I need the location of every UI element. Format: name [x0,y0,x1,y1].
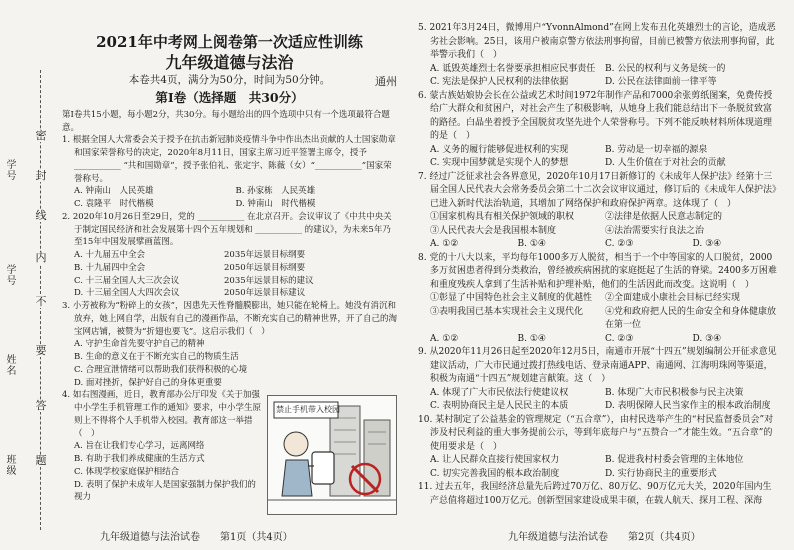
statement-3: ③表明我国已基本实现社会主义现代化 [430,306,584,317]
option-c[interactable]: C. 实现中国梦就是实现个人的梦想 [430,158,569,168]
margin-mark-6: 答 [35,399,47,412]
option-b[interactable]: B. 公民的权利与义务是统一的 [605,63,726,74]
question-text: 党的十八大以来，平均每年1000多万人脱贫，相当于一个中等国家的人口脱贫，2000多万贫困患者得到分类救治，曾经被疾病困扰的家庭挺起了生活的脊梁。2400多万困难和重度残疾人拿到了生活补贴和护理补贴，他们的生活因此而改变。这说明（ ） [429,252,777,290]
option-c[interactable]: C. 体现学校家庭保护相结合 [74,466,180,477]
question-text: 根据全国人大常委会关于授予在抗击新冠肺炎疫情斗争中作出杰出贡献的人士国家勋章和国家荣誉称号的决定，2020年8月11日，国家主席习近平签署主席令，授予 ___________ “共和国勋章”，授予张伯礼、张定宇、陈薇（女）“___________”国家荣誉称号。 [72,135,396,184]
exam-note: 本卷共4页，满分为50分，时间为50分钟。 [128,74,331,86]
section-instruction: 第Ⅰ卷共15小题，每小题2分，共30分。每小题给出的四个选项中只有一个选项最符合题意。 [62,109,390,133]
page-footer-right: 九年级道德与法治试卷 第2页（共4页） [508,532,701,543]
question-text: 2020年10月26日至29日，党的 ___________ 在北京召开。会议审议了《中共中央关于制定国民经济和社会发展第十四个五年规划和 ___________ 的建议》，为未来5年乃至15年中国发展擘画蓝图。 [72,211,392,248]
binding-margin [0,0,62,550]
option-a[interactable]: A. 钟南山 人民英雄 [74,186,154,197]
option-b[interactable]: B. 孙家栋 人民英雄 [235,186,316,197]
question-11 [418,481,780,508]
left-column [62,16,397,515]
page-footer-left: 九年级道德与法治试卷 第1页（共4页） [100,532,293,543]
option-d[interactable]: D. 十三届全国人大四次会议 [74,288,180,299]
margin-stub-3: 班级 [6,455,17,477]
option-c[interactable]: C. 切实完善我国的根本政治制度 [430,468,560,479]
margin-stub-0: 学号 [6,160,17,182]
margin-mark-4: 不 [35,295,47,308]
question-text: 经过广泛征求社会各界意见，2020年10月17日新修订的《未成年人保护法》经第十三届全国人民代表大会常务委员会第二十二次会议审议通过，修订后的《未成年人保护法》已进入新时代法治轨道，其增加了网络保护和政府保护两章。这体现了（ ） [429,171,777,209]
statement-4: ④法治需要实行良法之治 [605,225,705,236]
section-heading: 第Ⅰ卷（选择题 共30分） [155,89,304,105]
right-column [418,22,780,508]
statement-2: ②全面建成小康社会目标已经实现 [605,293,741,303]
margin-mark-2: 线 [35,209,47,222]
margin-mark-5: 要 [35,344,47,357]
margin-mark-0: 密 [35,129,47,142]
option-b[interactable]: B. 生命的意义在于不断充实自己的物质生活 [74,352,239,362]
question-number: 1. [62,135,71,146]
question-number: 9. [418,347,427,357]
question-number: 6. [418,90,427,101]
exam-place: 通州 [375,75,397,88]
option-d[interactable]: D. 表明保障人民当家作主的根本政治制度 [605,401,771,411]
cartoon-caption: 禁止手机带入校园 [276,405,340,415]
question-text: 过去五年，我国经济总量先后跨过70万亿、80万亿、90万亿元大关，2020年国内生产总值将超过100万亿元。创新型国家建设成果丰硕，在载人航天、探月工程、深海 [430,482,772,506]
question-1 [62,134,397,211]
option-d-detail: 2050年远景目标建议 [224,288,306,299]
question-text: 小芳被称为“粉碎上的女孩”，因患先天性脊髓膜膨出，她只能在轮椅上。她没有消沉和放弃，她上网自学，出版有自己的漫画作品，不断充实自己的精神世界，开了自己的淘宝网店铺，被赞为“折翅也要飞”。这启示我们（ ） [72,301,398,337]
question-text: 如右图漫画，近日，教育部办公厅印发《关于加强中小学生手机管理工作的通知》要求，中小学生原则上不得将个人手机带入校园。教育部这一举措（ ） [72,390,262,439]
question-number: 8. [418,252,427,263]
option-b-detail: 2050年远景目标纲要 [224,262,306,273]
option-b[interactable]: B. 体现广大市民积极参与民主决策 [605,387,744,398]
question-9 [418,346,780,414]
option-c[interactable]: C. ②③ [605,239,634,249]
statement-4: ④党和政府把人民的生命安全和身体健康放在第一位 [605,306,777,330]
option-b[interactable]: B. ①④ [517,333,546,344]
option-a[interactable]: A. ①② [430,239,459,249]
question-number: 11. [418,482,433,492]
question-text: 从2020年11月26日起至2020年12月5日，南通市开展“十四五”规划编制公开征求意见建议活动，广大市民通过拨打热线电话、登录南通APP、南通网、江海明珠网等渠道，积极为南通“十四五”规划建言献策。这（ ） [429,347,777,384]
option-b[interactable]: B. 劳动是一切幸福的源泉 [605,144,708,155]
question-number: 2. [62,211,71,222]
option-d[interactable]: D. 表明了保护未成年人是国家强制力保护我们的视力 [74,479,256,503]
option-b[interactable]: B. 促进我村村委会管理的主体地位 [605,455,744,465]
option-a[interactable]: A. 诋毁英雄烈士名誉要承担相应民事责任 [430,63,596,74]
option-b[interactable]: B. 十九届四中全会 [74,262,146,273]
statement-1: ①彰显了中国特色社会主义制度的优越性 [430,293,593,303]
statement-3: ③人民代表大会是我国根本制度 [430,225,557,236]
option-d[interactable]: D. ③④ [692,333,722,344]
option-c[interactable]: C. 合理宣泄情绪可以帮助我们获得积极的心境 [74,364,248,375]
option-b[interactable]: B. ①④ [517,239,546,249]
option-a[interactable]: A. 让人民群众直接行使国家权力 [430,455,560,465]
option-d[interactable]: D. 人生价值在于对社会的贡献 [605,158,726,168]
question-7 [418,171,780,252]
question-5 [418,22,780,90]
question-8 [418,252,780,347]
question-number: 3. [62,301,71,311]
option-a[interactable]: A. 守护生命首先要守护自己的精神 [74,339,205,350]
option-c-detail: 2035年远景目标的建议 [224,275,314,286]
cartoon-image [267,395,397,515]
margin-mark-7: 题 [35,454,47,467]
option-a[interactable]: A. ①② [430,333,459,344]
option-c[interactable]: C. 表明协商民主是人民民主的本质 [430,401,569,411]
option-d[interactable]: D. 钟南山 时代楷模 [235,199,316,209]
question-number: 5. [418,23,427,33]
question-2 [62,211,397,300]
option-a[interactable]: A. 旨在让我们专心学习，远离网络 [74,441,205,452]
statement-1: ①国家机构具有相关保护领域的职权 [430,212,575,222]
option-a[interactable]: A. 十九届五中全会 [74,250,146,260]
option-d[interactable]: D. 公民在法律面前一律平等 [605,77,717,87]
option-d[interactable]: D. 面对挫折，保护好自己的身体更重要 [74,377,222,388]
question-10 [418,414,780,482]
option-d[interactable]: D. ③④ [692,239,722,249]
exam-subtitle: 九年级道德与法治 [165,53,294,72]
option-c[interactable]: C. ②③ [605,333,634,344]
option-c[interactable]: C. 十三届全国人大三次会议 [74,275,180,286]
option-a[interactable]: A. 体现了广大市民依法行使建议权 [430,387,569,398]
question-4 [62,389,397,515]
question-6 [418,90,780,171]
option-c[interactable]: C. 袁隆平 时代楷模 [74,199,154,209]
question-text: 2021年3月24日，微博用户“YvonnAlmond”在网上发布丑化英雄烈士的言论，造成恶劣社会影响。25日，该用户被南京警方依法刑事拘留，目前已被警方依法刑事拘留，此举警示我们（ ） [429,23,776,60]
question-number: 7. [418,171,427,182]
margin-stub-1: 学号 [6,265,17,287]
option-b[interactable]: B. 有助于我们养成健康的生活方式 [74,454,205,464]
statement-2: ②法律是依据人民意志制定的 [605,212,723,222]
option-a[interactable]: A. 义务的履行能够促进权利的实现 [430,144,569,155]
question-number: 4. [62,390,71,401]
question-text: 蒙古族姑娘协会长在公益或艺术时间1972年制作产品和7000余张剪纸图案，免费传授给广大群众和贫困户，对社会产生了积极影响，从她身上我们能总结出下一条脱贫致富的路径。白晶坐着授予全国脱贫攻坚先进个人荣誉称号。下列不能反映材料所体现道理的是（ ） [429,90,773,141]
option-c[interactable]: C. 宪法是保护人民权利的法律依据 [430,77,569,87]
margin-stub-2: 姓名 [6,355,17,377]
exam-title: 2021年中考网上阅卷第一次适应性训练 [96,33,363,51]
option-d[interactable]: D. 实行协商民主的重要形式 [605,468,717,479]
margin-mark-1: 封 [35,169,47,182]
margin-mark-3: 内 [35,251,47,264]
question-text: 某村制定了公益基金的管理规定（“五合章”），由村民选举产生的“村民监督委员会”对涉及村民利益的重大事务提前公示，等到年底每户与“五赞合一”才能生效。“五合章”的使用要求是（ ） [430,414,774,452]
question-3 [62,300,397,389]
question-number: 10. [418,414,433,425]
option-a-detail: 2035年远景目标纲要 [224,250,306,260]
